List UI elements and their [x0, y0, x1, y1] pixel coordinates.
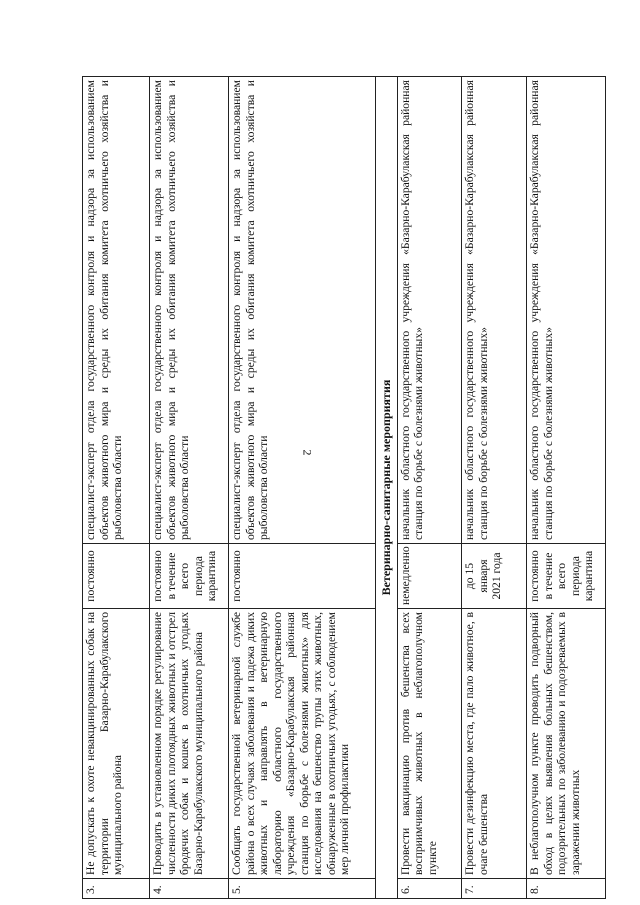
table-row — [228, 77, 375, 899]
term-cell: постоянно — [228, 544, 375, 609]
term-cell: постоянно — [83, 544, 150, 609]
responsible-cell: специалист-эксперт отдела государственного контроля и надзора за использованием объектов животного мира и среды их обитания комитета охотничьего хозяйства и рыболовства области — [228, 77, 375, 544]
page-number: 2 — [300, 449, 315, 456]
row-number: 7. — [462, 879, 527, 899]
measure-cell: Не допускать к охоте невакцинированных собак на территории Базарно-Карабулакского муниципального района — [83, 609, 150, 879]
measure-cell: Проводить в установленном порядке регулирование численности диких плотоядных животных и отстрел бродячих собак и кошек в охотничьих угодьях Базарно-Карабулакского муниципального района — [149, 609, 228, 879]
term-cell: до 15 января 2021 года — [462, 544, 527, 609]
row-number: 5. — [228, 879, 375, 899]
row-number: 3. — [83, 879, 150, 899]
measure-cell: Провести дезинфекцию места, где пало животное, в очаге бешенства — [462, 609, 527, 879]
table-row — [83, 77, 150, 899]
table-row — [526, 77, 605, 899]
table-row — [462, 77, 527, 899]
responsible-cell: специалист-эксперт отдела государственного контроля и надзора за использованием объектов животного мира и среды их обитания комитета охотничьего хозяйства и рыболовства области — [149, 77, 228, 544]
measure-cell: Сообщать государственной ветеринарной службе района о всех случаях заболевания и падежа диких животных и направлять в ветеринарную лабораторию областного государственного учреждения «Базарно-Карабулакская районная станция по борьбе с болезнями животных» для исследования на бешенство трупы этих животных, обнаруженные в охотничьих угодьях, с соблюдением мер личной профилактики — [228, 609, 375, 879]
measures-table — [82, 76, 606, 899]
table-row — [397, 77, 462, 899]
term-cell: постоянно в течение всего периода карантина — [526, 544, 605, 609]
section-title: Ветеринарно-санитарные мероприятия — [376, 77, 397, 899]
responsible-cell: начальник областного государственного учреждения «Базарно-Карабулакская районная станция по борьбе с болезнями животных» — [526, 77, 605, 544]
responsible-cell: начальник областного государственного учреждения «Базарно-Карабулакская районная станция по борьбе с болезнями животных» — [397, 77, 462, 544]
responsible-cell: специалист-эксперт отдела государственного контроля и надзора за использованием объектов животного мира и среды их обитания комитета охотничьего хозяйства и рыболовства области — [83, 77, 150, 544]
measure-cell: В неблагополучном пункте проводить подворный обход в целях выявления больных бешенством, подозрительных по заболеванию и подозреваемых в заражении животных — [526, 609, 605, 879]
section-row — [376, 77, 397, 899]
responsible-cell: начальник областного государственного учреждения «Базарно-Карабулакская районная станция по борьбе с болезнями животных» — [462, 77, 527, 544]
row-number: 8. — [526, 879, 605, 899]
measure-cell: Провести вакцинацию против бешенства всех восприимчивых животных в неблагополучном пункте — [397, 609, 462, 879]
term-cell: постоянно в течение всего периода карантина — [149, 544, 228, 609]
row-number: 4. — [149, 879, 228, 899]
table-row — [149, 77, 228, 899]
row-number: 6. — [397, 879, 462, 899]
term-cell: немедленно — [397, 544, 462, 609]
rotated-table-wrapper — [82, 77, 606, 899]
